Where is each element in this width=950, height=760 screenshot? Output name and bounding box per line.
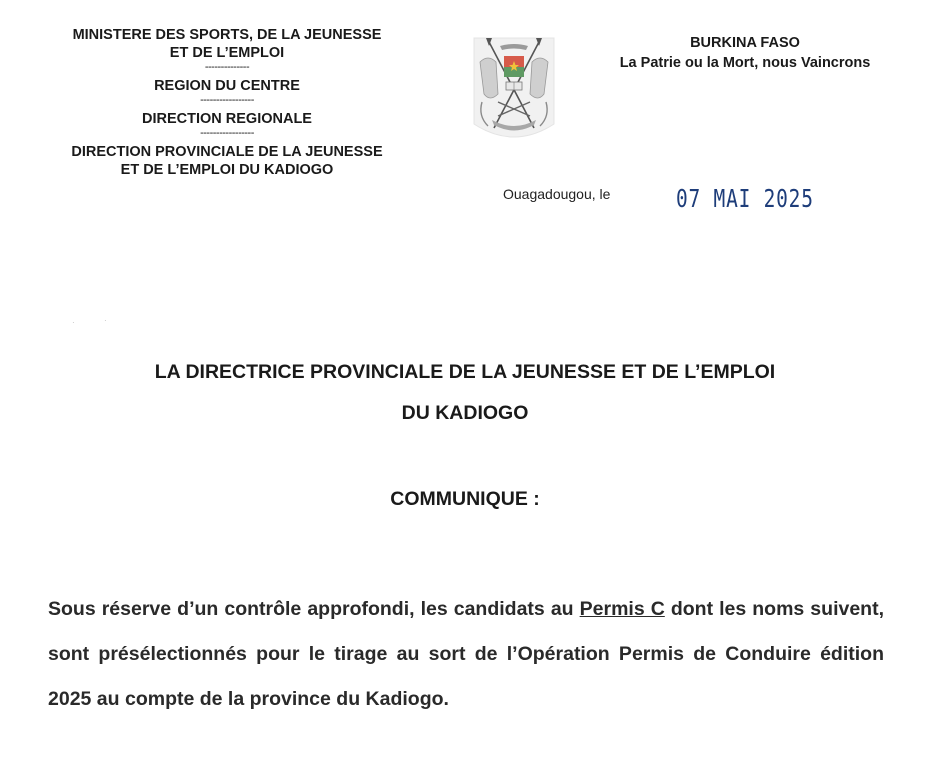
date-place-label: Ouagadougou, le: [503, 186, 611, 202]
scan-speck: ·: [104, 316, 107, 325]
date-stamp: 07 MAI 2025: [676, 184, 814, 213]
ministry-line-1: MINISTERE DES SPORTS, DE LA JEUNESSE: [72, 27, 382, 43]
national-motto: La Patrie ou la Mort, nous Vaincrons: [619, 55, 871, 71]
region-line: REGION DU CENTRE: [154, 78, 300, 94]
body-paragraph: [48, 587, 884, 722]
separator: -----------------: [200, 127, 254, 139]
provincial-direction-line-1: DIRECTION PROVINCIALE DE LA JEUNESSE: [71, 144, 383, 160]
issuing-authority-block: [12, 26, 442, 179]
title-line-1: LA DIRECTRICE PROVINCIALE DE LA JEUNESSE ET DE L’EMPLOI: [154, 361, 776, 383]
provincial-direction-line-2: ET DE L’EMPLOI DU KADIOGO: [120, 162, 334, 178]
body-text-end: dont les noms suivent, sont présélectionnés pour le tirage au sort de l’Opération Permis de Conduire édition 2025 au compte de la province du Kadiogo.: [48, 598, 884, 710]
title-line-2: DU KADIOGO: [401, 402, 529, 424]
document-title: [0, 352, 930, 434]
communique-heading: COMMUNIQUE :: [390, 488, 540, 510]
country-name: BURKINA FASO: [690, 35, 800, 51]
regional-direction-line: DIRECTION REGIONALE: [142, 111, 312, 127]
permit-category-underlined: Permis C: [579, 598, 665, 620]
ministry-line-2: ET DE L’EMPLOI: [169, 45, 285, 61]
coat-of-arms-icon: [466, 32, 562, 152]
separator: --------------: [204, 61, 250, 73]
state-header-block: [560, 33, 930, 73]
scan-speck: ·: [72, 318, 75, 327]
body-text-start: Sous réserve d’un contrôle approfondi, les candidats au: [48, 598, 580, 620]
separator: -----------------: [200, 94, 254, 106]
